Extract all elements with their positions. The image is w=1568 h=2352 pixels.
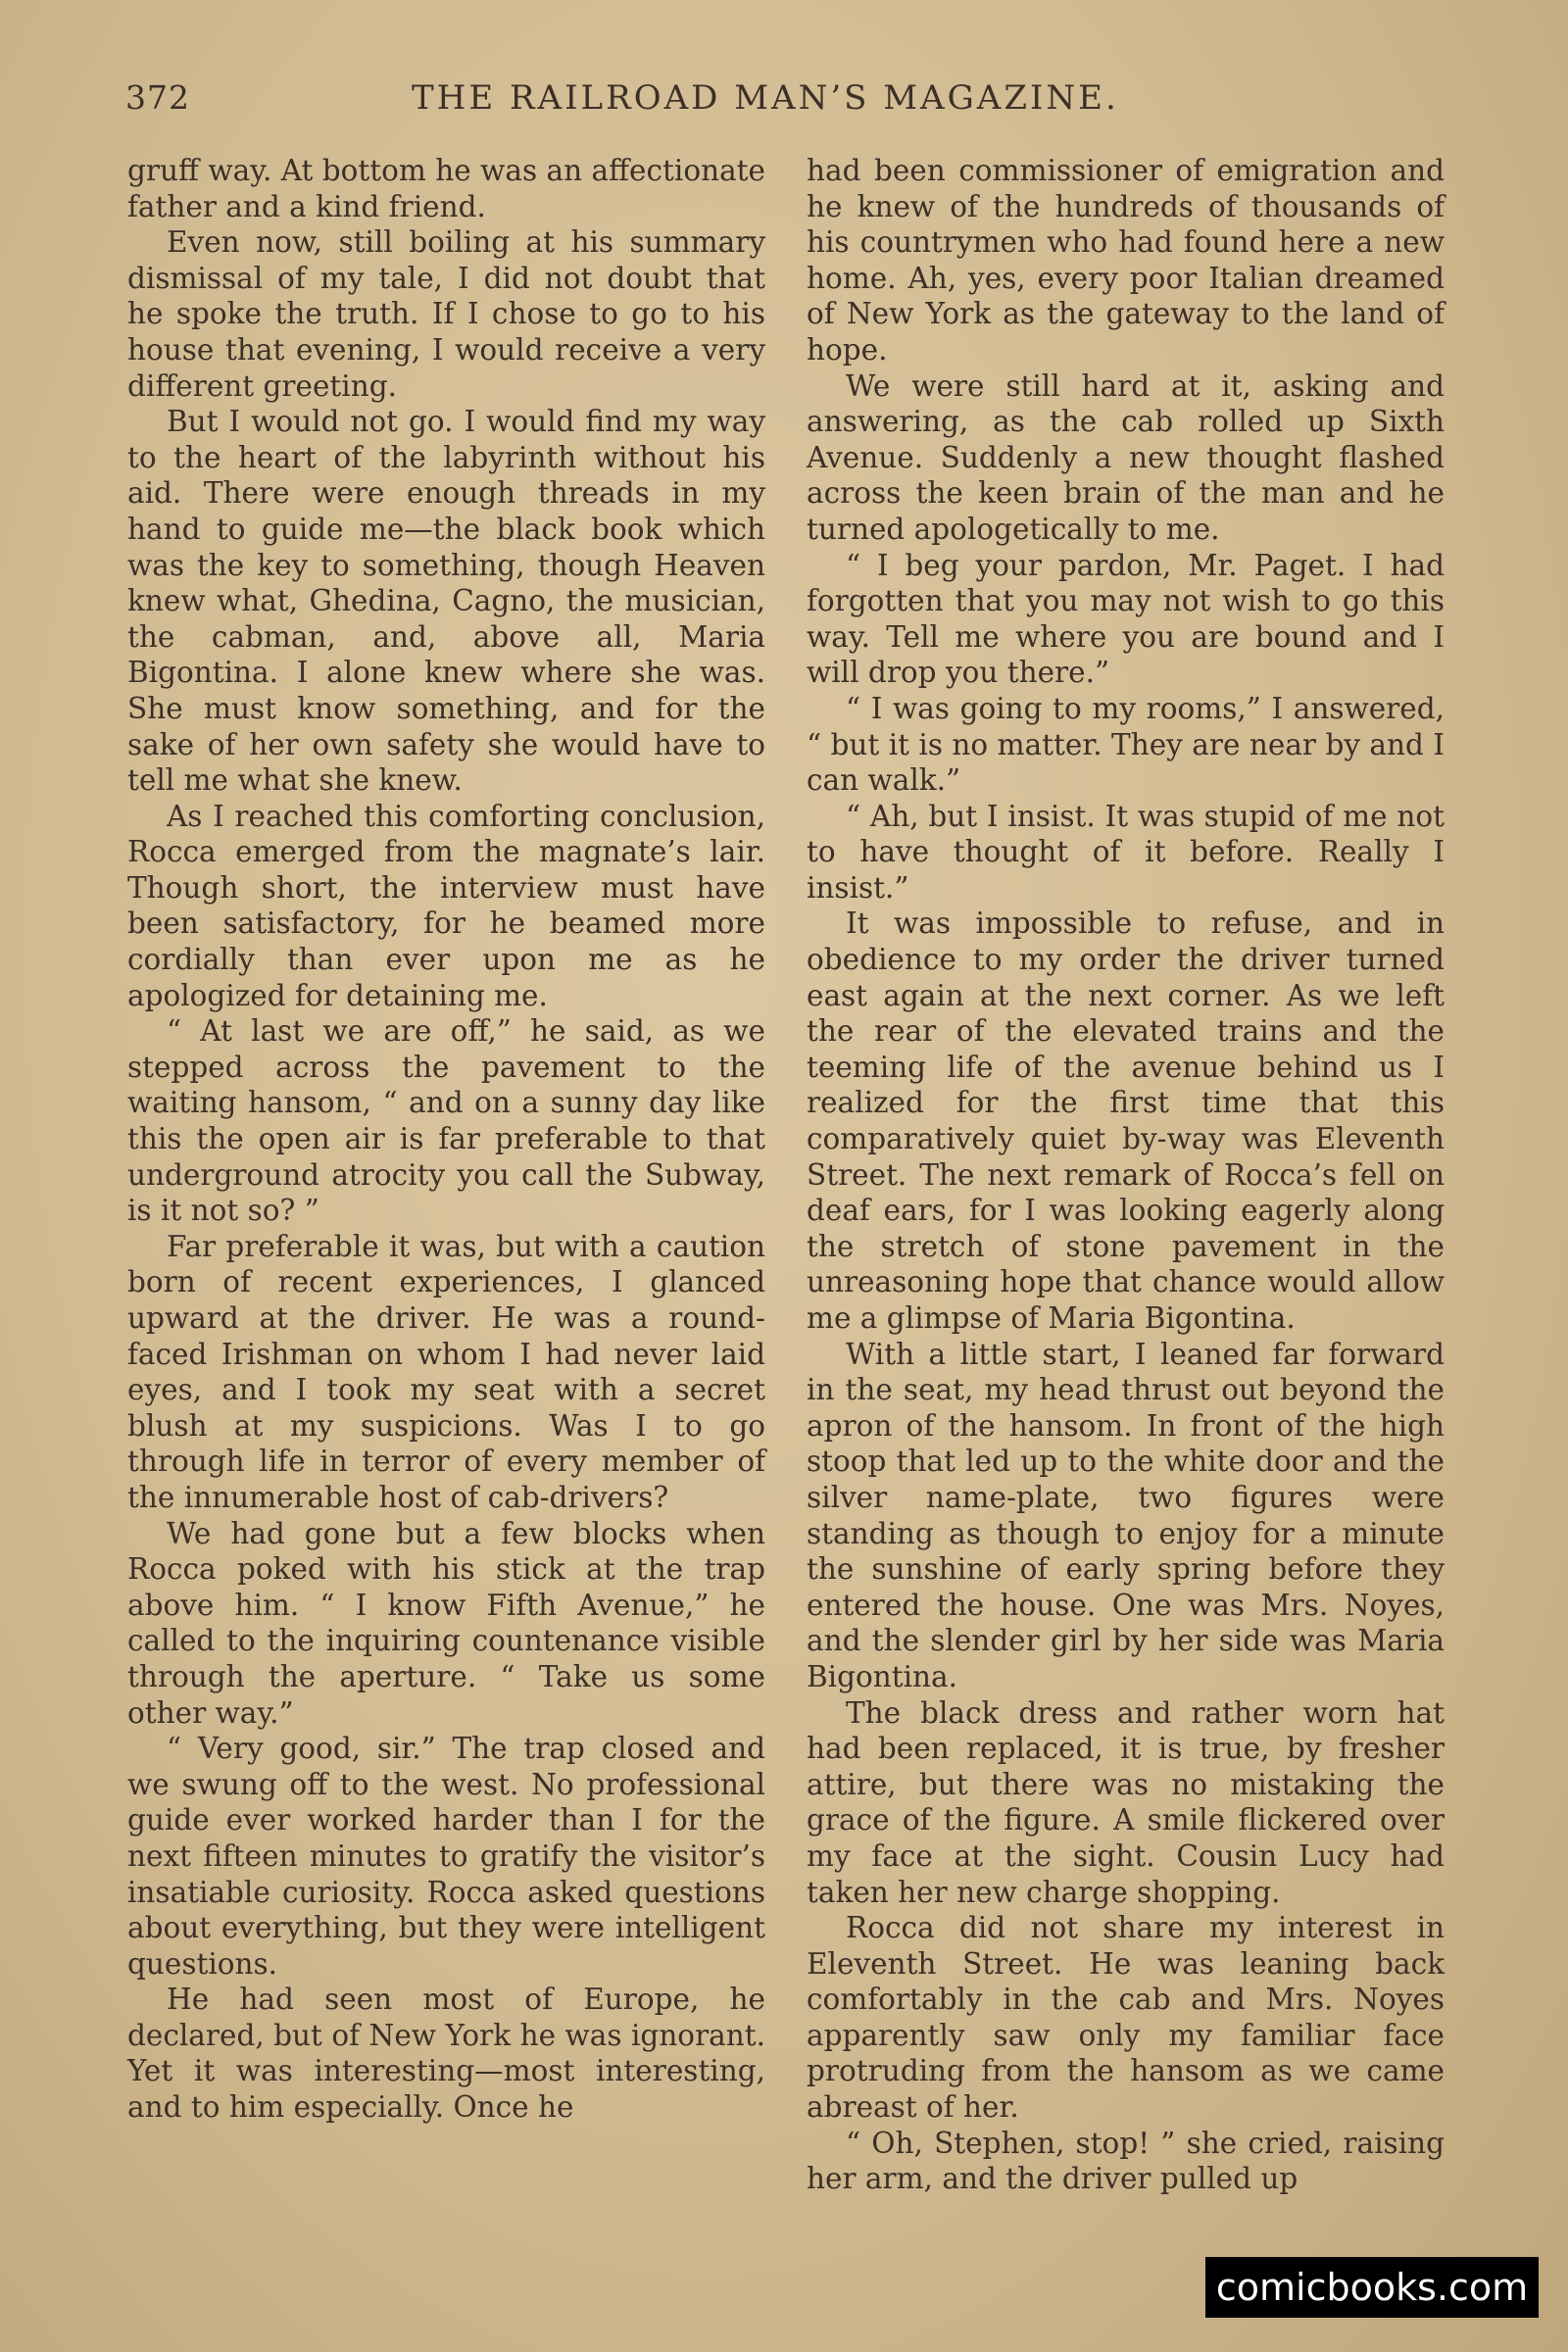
paragraph: “ I was going to my rooms,” I answered, “ but it is no matter. They are near by and I can walk.” [807, 691, 1445, 798]
paragraph: “ Oh, Stephen, stop! ” she cried, raising her arm, and the driver pulled up [807, 2126, 1445, 2196]
paragraph: He had seen most of Europe, he declared, but of New York he was ignorant. Yet it was interesting—most interesting, and to him especially. Once he [127, 1983, 765, 2125]
paragraph: “ I beg your pardon, Mr. Paget. I had forgotten that you may not wish to go this way. Tell me where you are bound and I will drop you there.” [807, 548, 1445, 690]
paragraph: Rocca did not share my interest in Eleventh Street. He was leaning back comfortably in the cab and Mrs. Noyes apparently saw only my familiar face protruding from the hansom as we came abreast of her. [807, 1911, 1445, 2125]
right-column [807, 153, 1445, 2197]
paragraph: It was impossible to refuse, and in obedience to my order the driver turned east again at the next corner. As we left the rear of the elevated trains and the teeming life of the avenue behind us I realized for the first time that this comparatively quiet by-way was Eleventh Street. The next remark of Rocca’s fell on deaf ears, for I was looking eagerly along the stretch of stone pavement in the unreasoning hope that chance would allow me a glimpse of Maria Bigontina. [807, 906, 1445, 1335]
page-number: 372 [125, 78, 190, 117]
site-watermark: comicbooks.com [1205, 2257, 1539, 2318]
paragraph: As I reached this comforting conclusion, Rocca emerged from the magnate’s lair. Though short, the interview must have been satisfactory, for he beamed more cordially than ever upon me as he apologized for detaining me. [127, 799, 765, 1012]
paragraph: With a little start, I leaned far forward in the seat, my head thrust out beyond the apron of the hansom. In front of the high stoop that led up to the white door and the silver name-plate, two figures were standing as though to enjoy for a minute the sunshine of early spring before they entered the house. One was Mrs. Noyes, and the slender girl by her side was Maria Bigontina. [807, 1337, 1445, 1693]
paragraph: “ Ah, but I insist. It was stupid of me not to have thought of it before. Really I insist.” [807, 799, 1445, 905]
paragraph: had been commissioner of emigration and he knew of the hundreds of thousands of his countrymen who had found here a new home. Ah, yes, every poor Italian dreamed of New York as the gateway to the land of hope. [807, 154, 1445, 367]
paragraph: We were still hard at it, asking and answering, as the cab rolled up Sixth Avenue. Suddenly a new thought flashed across the keen brain of the man and he turned apologetically to me. [807, 368, 1445, 546]
paragraph: Far preferable it was, but with a caution born of recent experiences, I glanced upward at the driver. He was a round-faced Irishman on whom I had never laid eyes, and I took my seat with a secret blush at my suspicions. Was I to go through life in terror of every member of the innumerable host of cab-drivers? [127, 1229, 765, 1514]
paragraph: But I would not go. I would find my way to the heart of the labyrinth without his aid. There were enough threads in my hand to guide me—the black book which was the key to something, though Heaven knew what, Ghedina, Cagno, the musician, the cabman, and, above all, Maria Bigontina. I alone knew where she was. She must know something, and for the sake of her own safety she would have to tell me what she knew. [127, 405, 765, 798]
running-title: THE RAILROAD MAN’S MAGAZINE. [412, 78, 1119, 118]
left-column [127, 153, 765, 2126]
paragraph: “ At last we are off,” he said, as we stepped across the pavement to the waiting hansom, “ and on a sunny day like this the open air is far preferable to that underground atrocity you call the Subway, is it not so? ” [127, 1014, 765, 1228]
paragraph: We had gone but a few blocks when Rocca poked with his stick at the trap above him. “ I know Fifth Avenue,” he called to the inquiring countenance visible through the aperture. “ Take us some other way.” [127, 1516, 765, 1730]
paragraph: Even now, still boiling at his summary dismissal of my tale, I did not doubt that he spoke the truth. If I chose to go to his house that evening, I would receive a very different greeting. [127, 225, 765, 403]
paragraph: “ Very good, sir.” The trap closed and we swung off to the west. No professional guide ever worked harder than I for the next fifteen minutes to gratify the visitor’s insatiable curiosity. Rocca asked questions about everything, but they were intelligent questions. [127, 1732, 765, 1981]
paragraph: The black dress and rather worn hat had been replaced, it is true, by fresher attire, but there was no mistaking the grace of the figure. A smile flickered over my face at the sight. Cousin Lucy had taken her new charge shopping. [807, 1695, 1445, 1909]
paragraph: gruff way. At bottom he was an affectionate father and a kind friend. [127, 154, 765, 223]
